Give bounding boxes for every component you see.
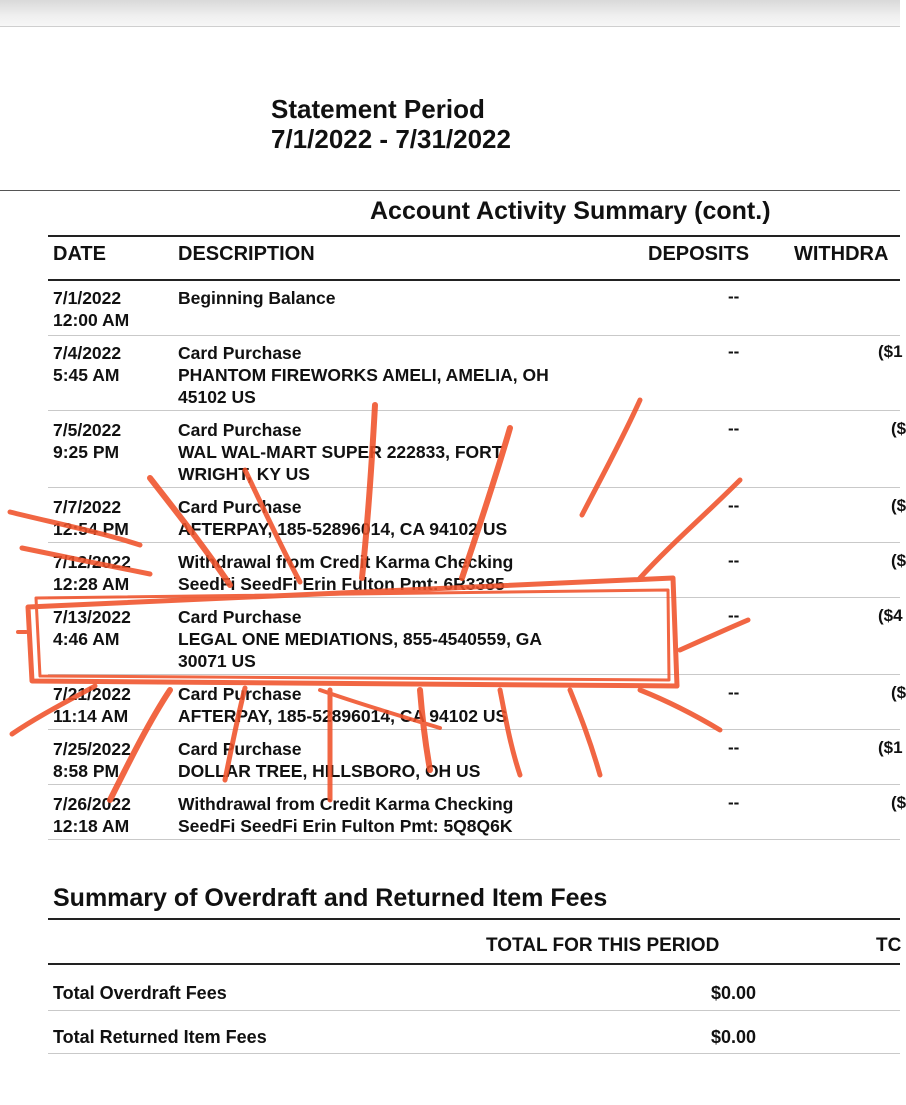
returned-fees-label: Total Returned Item Fees [53,1027,267,1047]
fees-bottom-divider [48,1053,900,1054]
row-deposit: -- [728,342,740,361]
fees-header-rule [48,963,900,965]
row-date: 7/25/2022 [53,739,131,759]
row-deposit: -- [728,606,740,625]
fees-row-divider [48,1010,900,1011]
col-header-date: DATE [53,243,106,265]
row-deposit: -- [728,287,740,306]
row-description-line3: 45102 US [178,387,256,407]
row-date: 7/7/2022 [53,497,122,517]
row-description-line1: Card Purchase [178,684,302,704]
row-time: 12:54 PM [53,519,129,539]
row-withdrawal: ($1 [878,738,903,757]
table-row-divider [48,542,900,543]
row-description-line2: WAL WAL-MART SUPER 222833, FORT [178,442,503,462]
row-description-line3: WRIGHT, KY US [178,464,310,484]
table-row-divider [48,335,900,336]
row-date: 7/4/2022 [53,343,122,363]
col-header-deposits: DEPOSITS [648,243,750,265]
row-description-line1: Withdrawal from Credit Karma Checking [178,552,514,572]
row-description-line2: AFTERPAY, 185-52896014, CA 94102 US [178,706,508,726]
window-top-bar [0,0,900,27]
row-withdrawal: ($ [891,793,906,812]
row-description-line1: Card Purchase [178,420,302,440]
row-description-line2: AFTERPAY, 185-52896014, CA 94102 US [178,519,508,539]
row-deposit: -- [728,419,740,438]
row-description-line1: Card Purchase [178,343,302,363]
row-time: 9:25 PM [53,442,120,462]
row-date: 7/12/2022 [53,552,131,572]
row-deposit: -- [728,496,740,515]
fees-col-ytd: TC [876,935,902,956]
row-withdrawal: ($1 [878,342,903,361]
row-withdrawal: ($ [891,496,906,515]
header-bottom-rule [48,279,900,281]
table-row-divider [48,839,900,840]
section-divider [0,190,900,191]
table-row-divider [48,487,900,488]
row-time: 11:14 AM [53,706,129,726]
row-description-line2: DOLLAR TREE, HILLSBORO, OH US [178,761,481,781]
row-description-line2: PHANTOM FIREWORKS AMELI, AMELIA, OH [178,365,549,385]
row-description-line1: Card Purchase [178,739,302,759]
row-withdrawal: ($ [891,551,906,570]
row-time: 12:18 AM [53,816,130,836]
row-deposit: -- [728,738,740,757]
row-withdrawal: ($4 [878,606,903,625]
row-time: 8:58 PM [53,761,120,781]
row-deposit: -- [728,793,740,812]
table-row-divider [48,597,900,598]
fees-title: Summary of Overdraft and Returned Item Fees [53,884,608,912]
table-row-divider [48,729,900,730]
row-time: 4:46 AM [53,629,120,649]
statement-period-label: Statement Period [271,94,485,124]
row-time: 5:45 AM [53,365,120,385]
table-row-divider [48,674,900,675]
row-date: 7/21/2022 [53,684,131,704]
row-description-line1: Card Purchase [178,607,302,627]
row-description-line1: Withdrawal from Credit Karma Checking [178,794,514,814]
col-header-withdrawals: WITHDRA [794,243,889,265]
row-date: 7/26/2022 [53,794,131,814]
fees-col-period: TOTAL FOR THIS PERIOD [486,935,720,956]
table-row-divider [48,784,900,785]
row-description-line3: 30071 US [178,651,256,671]
row-description-line1: Card Purchase [178,497,302,517]
row-withdrawal: ($ [891,683,906,702]
row-time: 12:00 AM [53,310,130,330]
header-top-rule [48,235,900,237]
row-description-line2: SeedFi SeedFi Erin Fulton Pmt: 5Q8Q6K [178,816,513,836]
row-deposit: -- [728,683,740,702]
table-row-divider [48,410,900,411]
overdraft-fees-label: Total Overdraft Fees [53,983,227,1003]
row-withdrawal: ($ [891,419,906,438]
returned-fees-value: $0.00 [711,1027,757,1047]
row-date: 7/13/2022 [53,607,131,627]
row-date: 7/1/2022 [53,288,122,308]
statement-period [271,94,511,154]
row-description-line1: Beginning Balance [178,288,336,308]
row-description-line2: LEGAL ONE MEDIATIONS, 855-4540559, GA [178,629,543,649]
row-deposit: -- [728,551,740,570]
row-description-line2: SeedFi SeedFi Erin Fulton Pmt: 6R3385 [178,574,505,594]
row-time: 12:28 AM [53,574,130,594]
activity-title: Account Activity Summary (cont.) [370,197,771,225]
col-header-description: DESCRIPTION [178,243,315,265]
overdraft-fees-value: $0.00 [711,983,757,1003]
row-date: 7/5/2022 [53,420,122,440]
fees-top-rule [48,918,900,920]
statement-period-range: 7/1/2022 - 7/31/2022 [271,124,511,154]
